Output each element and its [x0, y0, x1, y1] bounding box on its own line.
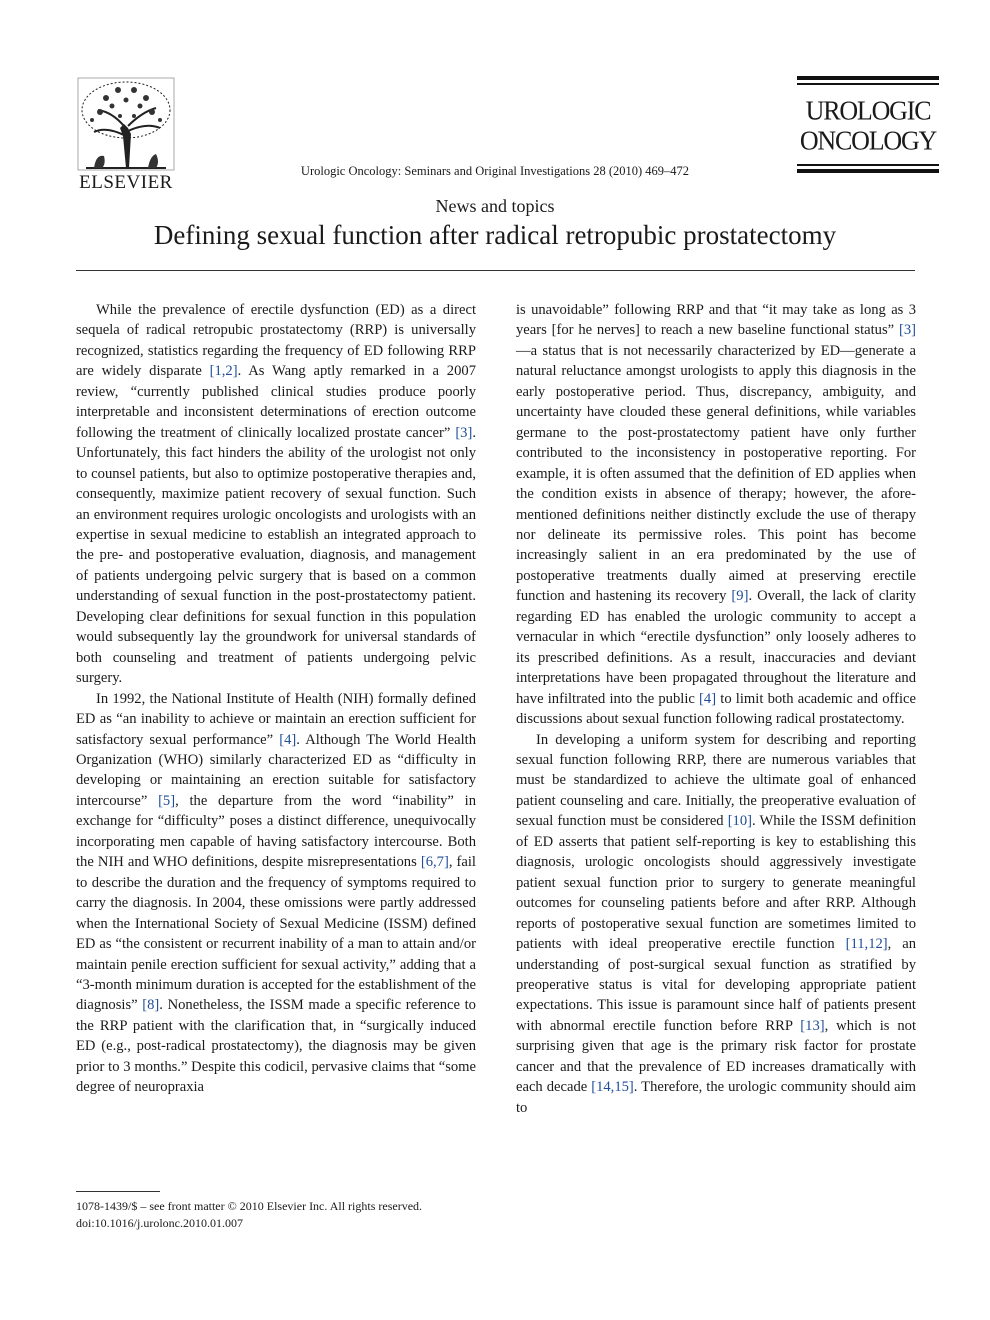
- body-text: . As Wang aptly remarked in a 2007 review, “currently published clinical studies produce poorly interpretable and inconsistent determinations of erection outcome following the treatment of clinically localized prostate cancer”: [76, 363, 476, 441]
- body-text: , an understanding of post-surgical sexual function as stratified by preoperative status is vital for developing appropriate patient expectations. This issue is paramount since half of patients present with abnormal erectile function before RRP: [516, 936, 916, 1034]
- journal-citation: Urologic Oncology: Seminars and Original Investigations 28 (2010) 469–472: [300, 164, 690, 178]
- journal-name-line1: UROLOGIC: [805, 95, 931, 126]
- citation-link[interactable]: [6,7]: [420, 854, 449, 871]
- body-text: . Therefore, the urologic community should aim to: [516, 1079, 916, 1116]
- journal-name-line2: ONCOLOGY: [799, 125, 937, 156]
- body-paragraph: [516, 300, 916, 730]
- footer: [76, 1198, 422, 1232]
- citation-link[interactable]: [1,2]: [209, 363, 238, 380]
- body-column-right: [516, 300, 916, 1118]
- citation-link[interactable]: [13]: [800, 1017, 825, 1034]
- citation-link[interactable]: [4]: [699, 690, 717, 707]
- issn-line: 1078-1439/$ – see front matter © 2010 Elsevier Inc. All rights reserved.: [76, 1199, 423, 1213]
- body-paragraph: [76, 300, 476, 689]
- body-text: —a status that is not necessarily characterized by ED—generate a natural reluctance amongst urologists to apply this diagnosis in the early postoperative period. Thus, discrepancy, ambiguity, and uncertainty have clouded these general definitions, while variables germane to the post-prostatectomy patient have only further contributed to the inconsistency in postoperative reporting. For example, it is often assumed that the definition of ED applies when the condition exists in absence of therapy; however, the aforementioned definitions neither distinctly exclude the use of therapy nor delineate its permissive roles. This point has become increasingly salient in an era predominated by the use of postoperative treatments dually aimed at preserving erectile function and hastening its recovery: [516, 342, 916, 605]
- citation-link[interactable]: [8]: [142, 997, 160, 1014]
- publisher-name: ELSEVIER: [79, 172, 173, 193]
- footer-divider: [76, 1191, 160, 1192]
- brand-rule-bottom-thin: [797, 164, 939, 166]
- body-text: In developing a uniform system for describing and reporting sexual function following RRP, there are numerous variables that must be standardized to achieve the ultimate goal of enhanced patient counseling and care. Initially, the preoperative evaluation of sexual function must be considered: [516, 731, 916, 830]
- citation-link[interactable]: [4]: [279, 731, 297, 748]
- body-text: In 1992, the National Institute of Health (NIH) formally defined ED as “an inability to achieve or maintain an erection sufficient for satisfactory sexual performance”: [76, 690, 476, 748]
- body-text: While the prevalence of erectile dysfunction (ED) as a direct sequela of radical retropubic prostatectomy (RRP) is universally recognized, statistics regarding the frequency of ED following RRP are widely disparate: [76, 302, 476, 380]
- brand-rule-top: [797, 76, 939, 80]
- body-text: . Nonetheless, the ISSM made a specific reference to the RRP patient with the clarification that, in “surgically induced ED (e.g., post-radical prostatectomy), the diagnosis may be given prior to 3 months.” Despite this codicil, pervasive claims that “some degree of neuropraxia: [76, 997, 476, 1096]
- body-column-left: [76, 300, 476, 1098]
- body-text: . Although The World Health Organization (WHO) similarly characterized ED as “difficulty in developing or maintaining an erection suitable for satisfactory intercourse”: [76, 731, 476, 809]
- body-text: to limit both academic and office discussions about sexual function following radical prostatectomy.: [516, 690, 916, 728]
- brand-rule-bottom: [797, 169, 939, 173]
- body-paragraph: [76, 689, 476, 1098]
- citation-link[interactable]: [9]: [731, 588, 749, 605]
- citation-link[interactable]: [14,15]: [591, 1079, 634, 1096]
- citation-link[interactable]: [3]: [898, 322, 916, 339]
- citation-link[interactable]: [5]: [158, 792, 176, 809]
- body-text: , the departure from the word “inability” in exchange for “difficulty” poses a distinct difference, unequivocally incorporating men capable of having satisfactory intercourse. Both the NIH and WHO definitions, despite misrepresentations: [76, 792, 476, 871]
- citation-link[interactable]: [10]: [727, 813, 753, 830]
- brand-rule-top-thin: [797, 83, 939, 85]
- body-text: is unavoidable” following RRP and that “it may take as long as 3 years [for he nerves] to reach a new baseline functional status”: [516, 302, 916, 339]
- elsevier-logo: [76, 76, 176, 191]
- tree-emblem-icon: [76, 76, 176, 172]
- body-paragraph: [516, 730, 916, 1119]
- citation-link[interactable]: [3]: [455, 424, 473, 441]
- article-title: Defining sexual function after radical retropubic prostatectomy: [153, 220, 837, 250]
- doi-line: doi:10.1016/j.urolonc.2010.01.007: [76, 1216, 243, 1230]
- body-text: , fail to describe the duration and the frequency of symptoms required to carry the diagnosis. In 2004, these omissions were partly addressed when the International Society of Sexual Medicine (ISSM) defined ED as “the consistent or recurrent inability of a man to attain and/or maintain penile erection sufficient for sexual activity,” adding that a “3-month minimum duration is accepted for the establishment of the diagnosis”: [76, 854, 477, 1014]
- title-divider: [76, 270, 915, 271]
- journal-brand: [797, 76, 939, 176]
- citation-link[interactable]: [11,12]: [845, 936, 888, 953]
- body-text: . Unfortunately, this fact hinders the ability of the urologist not only to counsel patients, but also to optimize postoperative therapies and, consequently, maximize patient recovery of sexual function. Such an environment requires urologic oncologists and urologists with an expertise in sexual medicine to establish an integrated approach to the pre- and postoperative evaluation, diagnosis, and management of patients undergoing pelvic surgery that is based on a common understanding of sexual function in the post-prostatectomy patient. Developing clear definitions for sexual function in this population would subsequently lay the groundwork for universal standards of both counseling and treatment of patients undergoing pelvic surgery.: [76, 424, 476, 687]
- section-label: News and topics: [435, 196, 555, 216]
- body-text: . Overall, the lack of clarity regarding ED has enabled the urologic community to accept a vernacular in which “erectile dysfunction” only loosely adheres to its prescribed definitions. As a result, inaccuracies and deviant interpretations have been propagated throughout the literature and have infiltrated into the public: [516, 588, 916, 707]
- body-text: , which is not surprising given that age is the primary risk factor for prostate cancer and that the prevalence of ED increases dramatically with each decade: [516, 1017, 916, 1096]
- body-text: . While the ISSM definition of ED asserts that patient self-reporting is key to establishing this diagnosis, urologic oncologists should aggressively investigate patient sexual function prior to surgery to generate meaningful outcomes for counseling patients before and after RRP. Although reports of postoperative sexual function are sometimes limited to patients with ideal preoperative erectile function: [516, 813, 917, 953]
